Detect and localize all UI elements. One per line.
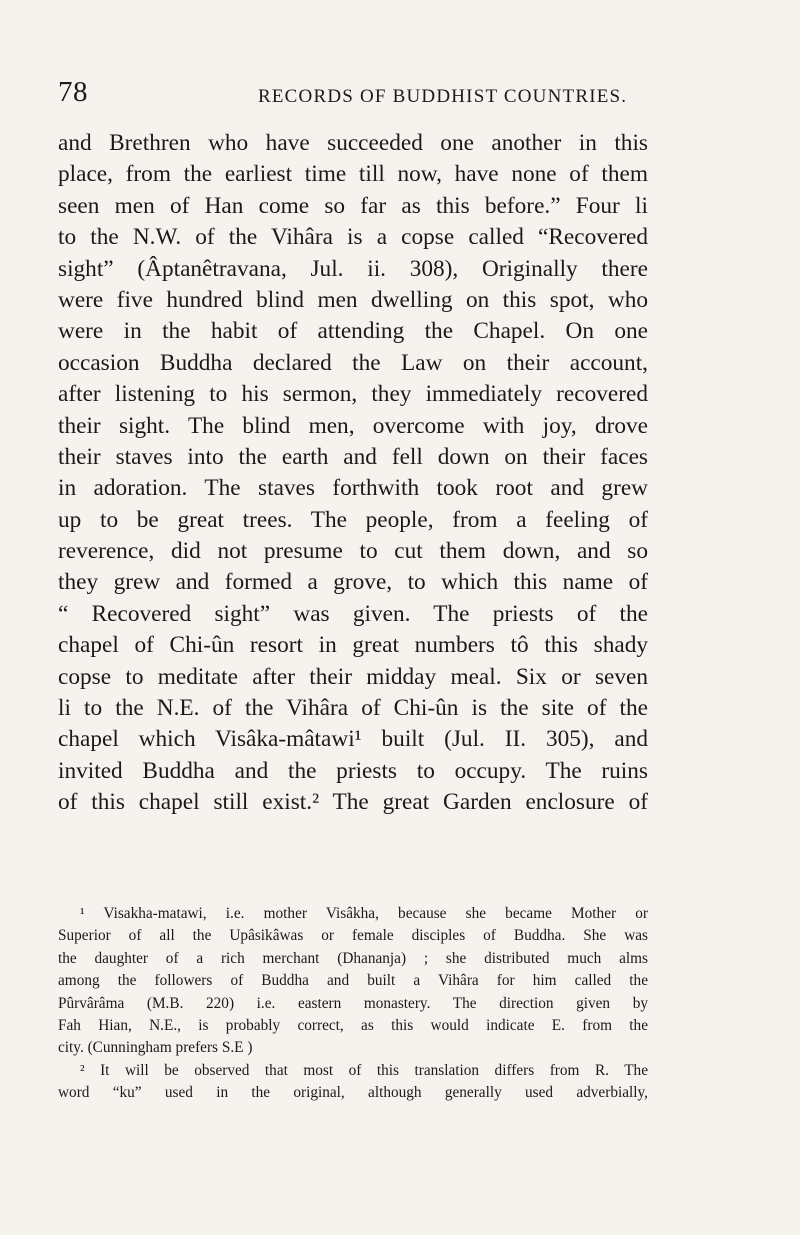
body-line: chapel which Visâka-mâtawi¹ built (Jul. II. 305), and [58, 726, 648, 753]
body-line: seen men of Han come so far as this before.” Four li [58, 192, 648, 219]
page-header [58, 76, 648, 116]
body-line: of this chapel still exist.² The great Garden enclosure of [58, 789, 648, 816]
body-line: to the N.W. of the Vihâra is a copse called “Recovered [58, 224, 648, 251]
running-head: RECORDS OF BUDDHIST COUNTRIES. [258, 86, 628, 107]
body-line: reverence, did not presume to cut them down, and so [58, 538, 648, 565]
body-line: and Brethren who have succeeded one another in this [58, 130, 648, 156]
body-line: copse to meditate after their midday meal. Six or seven [58, 663, 648, 690]
body-line: their staves into the earth and fell down on their faces [58, 443, 648, 470]
body-text [58, 128, 648, 819]
footnote-line: city. (Cunningham prefers S.E ) [58, 1039, 253, 1057]
footnote-line: ² It will be observed that most of this translation differs from R. The [80, 1061, 648, 1079]
page-number: 78 [58, 76, 88, 108]
body-line: invited Buddha and the priests to occupy. The ruins [58, 757, 648, 784]
body-line: after listening to his sermon, they immediately recovered [58, 381, 648, 408]
footnote-line: Fah Hian, N.E., is probably correct, as this would indicate E. from the [58, 1016, 648, 1034]
body-line: were five hundred blind men dwelling on this spot, who [58, 286, 648, 313]
body-line: they grew and formed a grove, to which this name of [58, 569, 648, 596]
body-line: occasion Buddha declared the Law on their account, [58, 349, 648, 376]
footnote-line: among the followers of Buddha and built a Vihâra for him called the [58, 972, 648, 990]
footnote-line: the daughter of a rich merchant (Dhananja) ; she distributed much alms [58, 949, 648, 967]
footnote-line: word “ku” used in the original, although generally used adverbially, [58, 1084, 648, 1102]
body-line: li to the N.E. of the Vihâra of Chi-ûn is the site of the [58, 695, 648, 722]
body-line: chapel of Chi-ûn resort in great numbers tô this shady [58, 632, 648, 659]
body-line: were in the habit of attending the Chapel. On one [58, 318, 648, 345]
footnotes [58, 903, 648, 1105]
body-line: place, from the earliest time till now, have none of them [58, 161, 648, 188]
footnote-line: Superior of all the Upâsikâwas or female disciples of Buddha. She was [58, 927, 648, 945]
body-line: “ Recovered sight” was given. The priests of the [58, 600, 648, 627]
body-line: sight” (Âptanêtravana, Jul. ii. 308), Originally there [58, 255, 648, 282]
footnote-line: ¹ Visakha-matawi, i.e. mother Visâkha, because she became Mother or [80, 905, 648, 922]
body-line: in adoration. The staves forthwith took root and grew [58, 475, 648, 502]
body-line: their sight. The blind men, overcome with joy, drove [58, 412, 648, 439]
footnote-line: Pûrvârâma (M.B. 220) i.e. eastern monastery. The direction given by [58, 994, 648, 1012]
body-line: up to be great trees. The people, from a feeling of [58, 506, 648, 533]
